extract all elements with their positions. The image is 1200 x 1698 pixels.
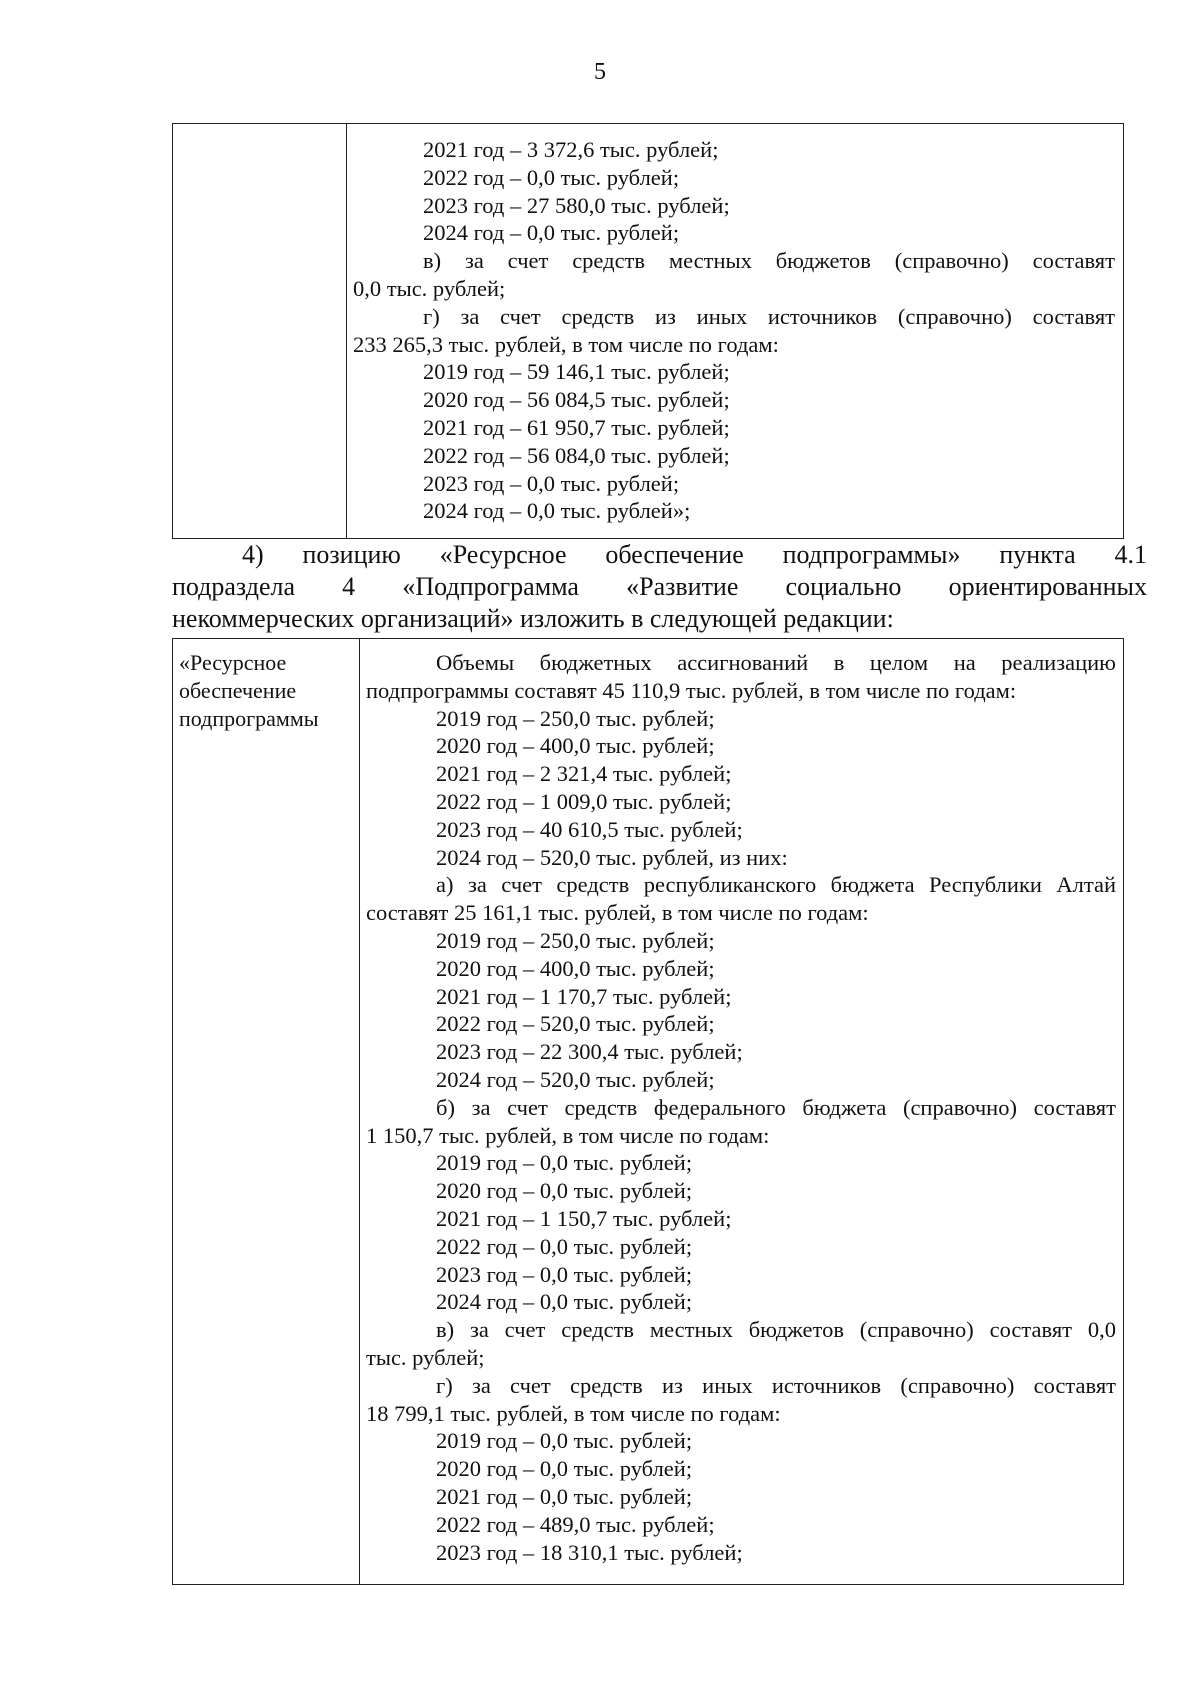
table-column-divider [359, 639, 360, 1584]
text-line: 2021 год – 61 950,7 тыс. рублей; [423, 414, 730, 440]
text-line: 2020 год – 0,0 тыс. рублей; [436, 1456, 693, 1482]
text-line: 2019 год – 250,0 тыс. рублей; [436, 927, 715, 953]
text-line: 2020 год – 0,0 тыс. рублей; [436, 1178, 693, 1204]
text-line: подпрограммы составят 45 110,9 тыс. рублей, в том числе по годам: [366, 677, 1017, 703]
table-right-cell [353, 124, 1115, 525]
text-line: 2020 год – 400,0 тыс. рублей; [436, 955, 715, 981]
paragraph-line: некоммерческих организаций» изложить в следующей редакции: [172, 604, 894, 633]
text-line: составят 25 161,1 тыс. рублей, в том числе по годам: [366, 900, 869, 926]
text-line: 2023 год – 27 580,0 тыс. рублей; [423, 192, 730, 218]
text-line: 2021 год – 2 321,4 тыс. рублей; [436, 761, 732, 787]
text-line: 2021 год – 1 150,7 тыс. рублей; [436, 1205, 732, 1231]
text-line: 2019 год – 250,0 тыс. рублей; [436, 705, 715, 731]
text-line: г) за счет средств из иных источников (справочно) составят [436, 1372, 1116, 1398]
left-cell-line: подпрограммы [179, 705, 319, 731]
text-line: 2024 год – 0,0 тыс. рублей; [423, 220, 680, 246]
text-line: 2021 год – 0,0 тыс. рублей; [436, 1483, 693, 1509]
text-line: 2022 год – 1 009,0 тыс. рублей; [436, 788, 732, 814]
text-line: 2023 год – 18 310,1 тыс. рублей; [436, 1539, 743, 1565]
text-line: 2022 год – 489,0 тыс. рублей; [436, 1511, 715, 1537]
paragraph-line: подраздела 4 «Подпрограмма «Развитие социально ориентированных [172, 572, 1147, 601]
text-line: 2024 год – 520,0 тыс. рублей; [436, 1066, 715, 1092]
amendment-paragraph [172, 539, 1147, 635]
text-line: 2022 год – 0,0 тыс. рублей; [436, 1233, 693, 1259]
text-line: а) за счет средств республиканского бюджета Республики Алтай [436, 872, 1116, 898]
text-line: 2019 год – 0,0 тыс. рублей; [436, 1150, 693, 1176]
text-line: 2023 год – 40 610,5 тыс. рублей; [436, 816, 743, 842]
text-line: 0,0 тыс. рублей; [353, 275, 506, 301]
table-column-divider [346, 124, 347, 538]
resource-provision-table [172, 638, 1124, 1585]
text-line: 2020 год – 400,0 тыс. рублей; [436, 733, 715, 759]
text-line: 2023 год – 0,0 тыс. рублей; [436, 1261, 693, 1287]
text-line: 2024 год – 0,0 тыс. рублей; [436, 1289, 693, 1315]
left-cell-line: «Ресурсное [179, 650, 287, 675]
text-line: тыс. рублей; [366, 1344, 485, 1370]
text-line: 2022 год – 520,0 тыс. рублей; [436, 1011, 715, 1037]
text-line: 1 150,7 тыс. рублей, в том числе по годам: [366, 1122, 770, 1148]
table-left-cell [173, 124, 346, 136]
table-left-cell [173, 639, 359, 732]
text-line: 2021 год – 1 170,7 тыс. рублей; [436, 983, 732, 1009]
text-line: 2021 год – 3 372,6 тыс. рублей; [423, 137, 719, 162]
text-line: г) за счет средств из иных источников (справочно) составят [423, 303, 1115, 329]
text-line: 18 799,1 тыс. рублей, в том числе по годам: [366, 1400, 781, 1426]
text-line: в) за счет средств местных бюджетов (справочно) составят 0,0 [436, 1317, 1116, 1343]
text-line: в) за счет средств местных бюджетов (справочно) составят [423, 248, 1115, 274]
page-number: 5 [594, 59, 606, 85]
table-right-cell [366, 639, 1116, 1566]
left-cell-line: обеспечение [179, 677, 297, 703]
text-line: 2019 год – 0,0 тыс. рублей; [436, 1428, 693, 1454]
text-line: 2020 год – 56 084,5 тыс. рублей; [423, 387, 730, 413]
continuation-table [172, 123, 1124, 539]
text-line: 2024 год – 0,0 тыс. рублей»; [423, 498, 691, 524]
text-line: 2024 год – 520,0 тыс. рублей, из них: [436, 844, 788, 870]
text-line: 2022 год – 0,0 тыс. рублей; [423, 164, 680, 190]
text-line: Объемы бюджетных ассигнований в целом на реализацию [436, 650, 1116, 675]
text-line: 2023 год – 0,0 тыс. рублей; [423, 470, 680, 496]
text-line: 2022 год – 56 084,0 тыс. рублей; [423, 442, 730, 468]
text-line: б) за счет средств федерального бюджета (справочно) составят [436, 1094, 1116, 1120]
text-line: 2023 год – 22 300,4 тыс. рублей; [436, 1039, 743, 1065]
text-line: 233 265,3 тыс. рублей, в том числе по годам: [353, 331, 779, 357]
paragraph-line: 4) позицию «Ресурсное обеспечение подпрограммы» пункта 4.1 [242, 540, 1147, 569]
text-line: 2019 год – 59 146,1 тыс. рублей; [423, 359, 730, 385]
